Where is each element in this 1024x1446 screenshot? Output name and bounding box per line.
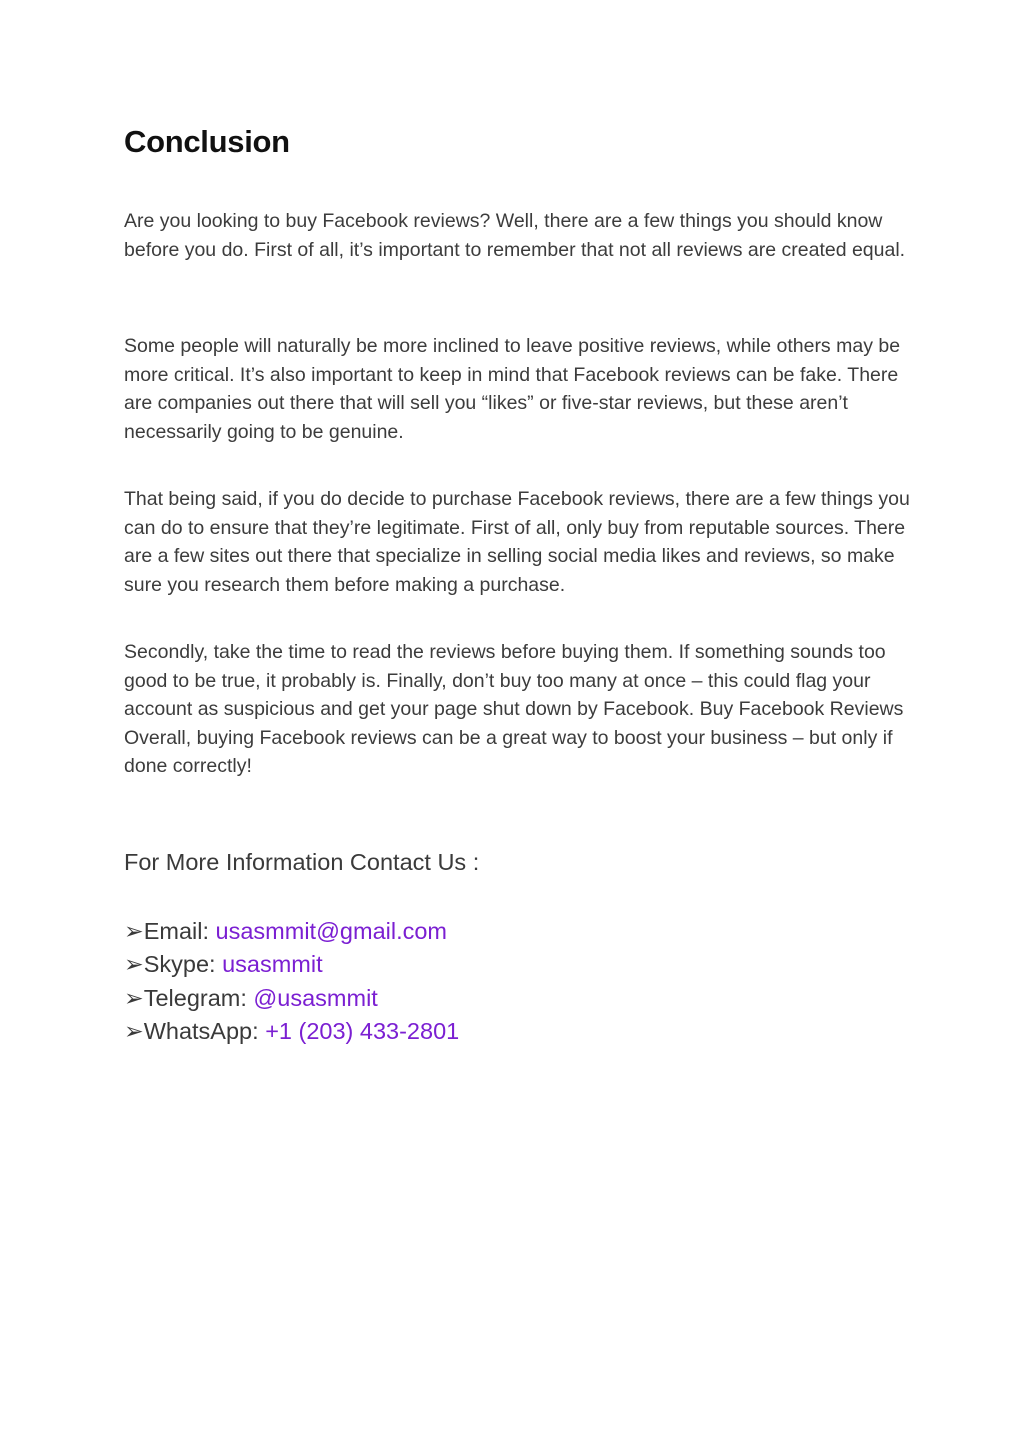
contact-email bbox=[124, 915, 459, 948]
paragraph-secondly bbox=[124, 638, 914, 781]
skype-link[interactable]: usasmmit bbox=[222, 951, 323, 978]
arrow-bullet-icon: ➢ bbox=[124, 984, 144, 1011]
arrow-bullet-icon: ➢ bbox=[124, 918, 144, 944]
telegram-link[interactable]: @usasmmit bbox=[253, 984, 378, 1011]
contact-email-label: Email: bbox=[143, 918, 216, 944]
paragraph-reviews-fake: Some people will naturally be more inclined to leave positive reviews, while others may be more critical. It’s also important to keep in mind that Facebook reviews can be fake. There are companies out there that will sell you “likes” or five-star reviews, but these aren’t necessarily going to be genuine. bbox=[124, 335, 901, 443]
contact-telegram-label: Telegram: bbox=[143, 984, 254, 1011]
paragraph-secondly-text: Secondly, take the time to read the reviews before buying them. If something sounds too good to be true, it probably is. Finally, don’t buy too many at once – this could flag your account as suspicious and get your page shut down by Facebook. Buy Facebook Reviews bbox=[124, 641, 904, 721]
arrow-bullet-icon: ➢ bbox=[124, 951, 144, 978]
email-link[interactable]: usasmmit@gmail.com bbox=[215, 918, 448, 944]
contact-skype bbox=[124, 948, 459, 981]
paragraph-intro: Are you looking to buy Facebook reviews? Well, there are a few things you should know before you do. First of all, it’s important to remember that not all reviews are created equal. bbox=[124, 210, 906, 261]
contact-list bbox=[124, 915, 459, 1048]
contact-skype-label: Skype: bbox=[143, 951, 223, 978]
paragraph-legitimate-sources: That being said, if you do decide to purchase Facebook reviews, there are a few things you can do to ensure that they’re legitimate. First of all, only buy from reputable sources. There are a few sites out there that specialize in selling social media likes and reviews, so make sure you research them before making a purchase. bbox=[124, 488, 910, 596]
contact-heading: For More Information Contact Us : bbox=[124, 849, 480, 875]
contact-whatsapp-label: WhatsApp: bbox=[143, 1017, 266, 1044]
contact-telegram bbox=[124, 982, 459, 1015]
whatsapp-link[interactable]: +1 (203) 433-2801 bbox=[265, 1017, 460, 1044]
arrow-bullet-icon: ➢ bbox=[124, 1017, 144, 1044]
contact-whatsapp bbox=[124, 1015, 459, 1048]
page-title: Conclusion bbox=[124, 124, 290, 159]
paragraph-overall-text: Overall, buying Facebook reviews can be a great way to boost your business – but only if done correctly! bbox=[124, 726, 893, 778]
